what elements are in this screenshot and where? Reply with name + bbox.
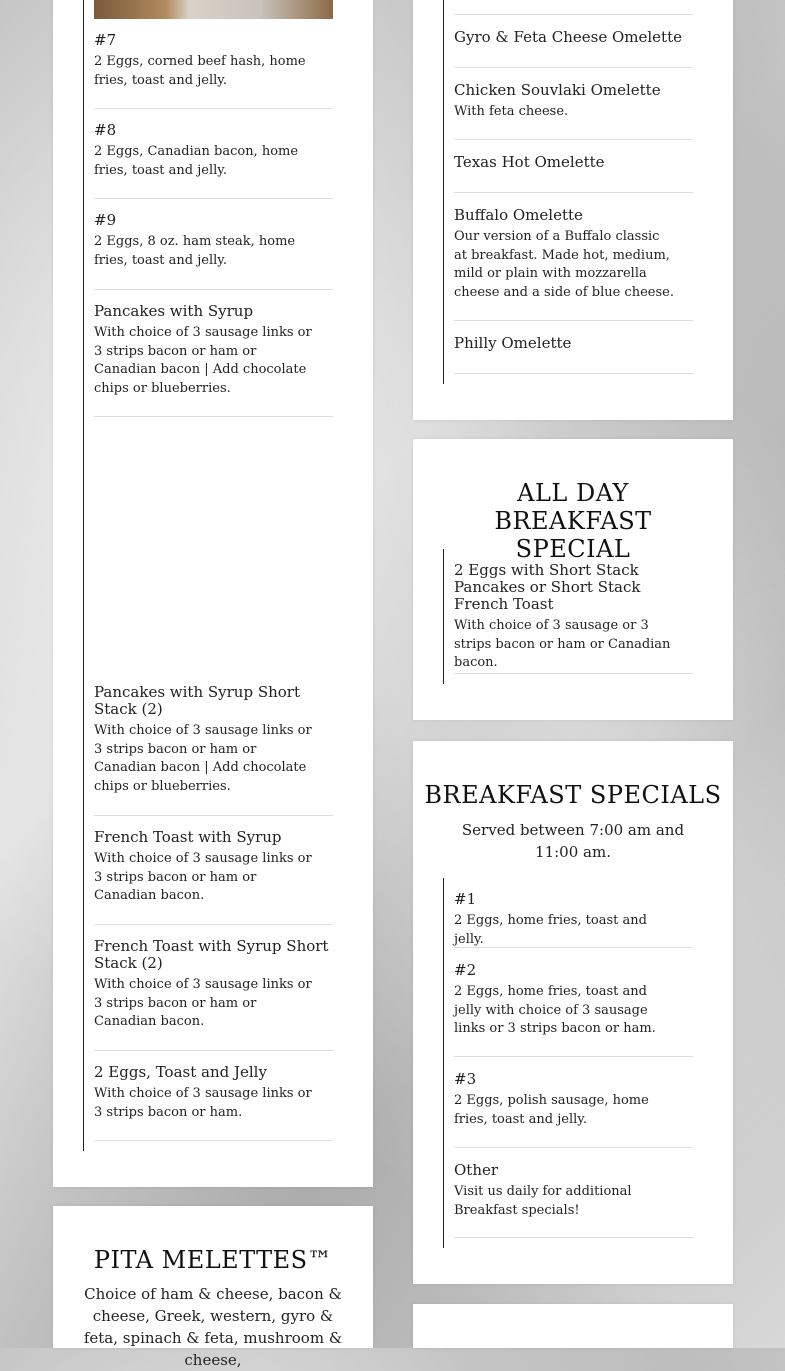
section-subtitle: Choice of ham & cheese, bacon & cheese, Greek, western, gyro & feta, spinach & feta, mushroom & cheese, <box>83 1285 343 1369</box>
menu-item-desc: 2 Eggs, home fries, toast and jelly with choice of 3 sausage links or 3 strips bacon or ham. <box>454 984 656 1036</box>
menu-item-desc: 2 Eggs, Canadian bacon, home fries, toast and jelly. <box>94 144 299 178</box>
menu-list-omelettes <box>443 0 704 384</box>
menu-list-left <box>83 0 344 1151</box>
menu-item-desc: With choice of 3 sausage links or 3 strips bacon or ham or Canadian bacon | Add chocolate chips or blueberries. <box>94 325 312 396</box>
menu-item <box>94 829 333 925</box>
menu-item-desc: With choice of 3 sausage links or 3 strips bacon or ham or Canadian bacon. <box>94 851 312 903</box>
menu-item-name: 2 Eggs with Short Stack Pancakes or Short Stack French Toast <box>454 561 641 613</box>
menu-card-pita-melettes <box>53 1206 373 1369</box>
menu-item-name: Pancakes with Syrup Short Stack (2) <box>94 683 301 718</box>
menu-item <box>94 212 333 290</box>
menu-list-specials <box>443 878 704 1248</box>
menu-item <box>454 82 693 140</box>
menu-item-name: Chicken Souvlaki Omelette <box>454 81 661 99</box>
menu-item-desc: With choice of 3 sausage or 3 strips bacon or ham or Canadian bacon. <box>454 618 671 670</box>
menu-item-desc: 2 Eggs, home fries, toast and jelly. <box>454 913 647 947</box>
menu-item-desc: 2 Eggs, polish sausage, home fries, toast and jelly. <box>454 1093 649 1127</box>
menu-item-desc: With choice of 3 sausage links or 3 strips bacon or ham or Canadian bacon. <box>94 977 312 1029</box>
menu-item-desc: With feta cheese. <box>454 104 569 119</box>
menu-item-name: Philly Omelette <box>454 334 572 352</box>
section-subtitle: Served between 7:00 am and 11:00 am. <box>461 821 685 861</box>
menu-item-desc: 2 Eggs, 8 oz. ham steak, home fries, toast and jelly. <box>94 234 296 268</box>
menu-item-desc: With choice of 3 sausage links or 3 strips bacon or ham. <box>94 1086 312 1120</box>
section-title: ALL DAY BREAKFAST SPECIAL <box>494 479 652 563</box>
menu-item <box>454 29 693 68</box>
menu-card-next <box>413 1304 733 1348</box>
menu-item <box>454 0 693 15</box>
menu-item <box>94 684 333 816</box>
menu-item <box>454 1071 693 1148</box>
menu-item-desc: 2 Eggs, corned beef hash, home fries, toast and jelly. <box>94 54 306 88</box>
menu-item <box>454 154 693 193</box>
menu-item <box>94 303 333 417</box>
menu-item-name: French Toast with Syrup <box>94 828 282 846</box>
menu-item-name: Pancakes with Syrup <box>94 302 254 320</box>
menu-item <box>454 962 693 1057</box>
menu-item <box>454 1162 693 1238</box>
menu-item-desc: Visit us daily for additional Breakfast specials! <box>454 1184 632 1218</box>
menu-item-name: #1 <box>454 890 477 908</box>
menu-item <box>454 207 693 321</box>
menu-item-name: Other <box>454 1161 499 1179</box>
menu-item-name: #3 <box>454 1070 477 1088</box>
menu-item-name: Gyro & Feta Cheese Omelette <box>454 28 682 46</box>
menu-list-all-day <box>443 549 704 684</box>
section-title: PITA MELETTES™ <box>93 1246 333 1274</box>
menu-item-name: Buffalo Omelette <box>454 206 583 224</box>
menu-item-name: #9 <box>94 211 117 229</box>
menu-item-name: #8 <box>94 121 117 139</box>
menu-item-name: French Toast with Syrup Short Stack (2) <box>94 937 329 972</box>
menu-item <box>454 562 693 674</box>
menu-item-name: #7 <box>94 31 117 49</box>
menu-item <box>94 1064 333 1141</box>
menu-item <box>94 938 333 1051</box>
menu-item-desc: With choice of 3 sausage links or 3 strips bacon or ham or Canadian bacon | Add chocolate chips or blueberries. <box>94 723 312 794</box>
menu-item <box>94 32 333 109</box>
menu-item <box>94 122 333 199</box>
menu-item-desc: Our version of a Buffalo classic at breakfast. Made hot, medium, mild or plain with mozzarella cheese and a side of blue cheese. <box>454 229 674 300</box>
menu-item <box>454 891 693 948</box>
section-title: BREAKFAST SPECIALS <box>424 781 722 809</box>
menu-item-name: Texas Hot Omelette <box>454 153 605 171</box>
menu-item-name: 2 Eggs, Toast and Jelly <box>94 1063 267 1081</box>
menu-item <box>454 335 693 374</box>
menu-item-name: #2 <box>454 961 477 979</box>
